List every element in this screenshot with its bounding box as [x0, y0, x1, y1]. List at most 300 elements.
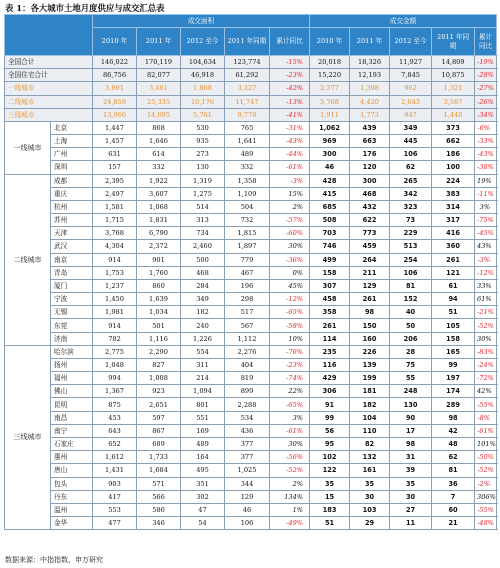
table-row [5, 385, 497, 398]
value-cell: 631 [93, 148, 137, 161]
value-cell: 46 [310, 161, 350, 174]
table-row [5, 279, 497, 292]
yoy-cell: 30% [475, 332, 497, 345]
value-cell: 1,760 [137, 266, 181, 279]
value-cell: 62 [432, 451, 475, 464]
value-cell: 181 [350, 385, 390, 398]
value-cell: 2,651 [137, 398, 181, 411]
value-cell: 5,761 [181, 108, 225, 121]
value-cell: 468 [181, 266, 225, 279]
table-row [5, 121, 497, 134]
table-row [5, 503, 497, 516]
value-cell: 1,008 [137, 372, 181, 385]
value-cell: 30 [390, 490, 432, 503]
yoy-cell: -21% [475, 306, 497, 319]
value-cell: 28 [390, 345, 432, 358]
header-col: 累计同比 [270, 28, 310, 56]
value-cell: 39 [390, 464, 432, 477]
yoy-cell: -52% [475, 464, 497, 477]
value-cell: 15,220 [310, 69, 350, 82]
value-cell: 130 [390, 398, 432, 411]
table-row [5, 345, 497, 358]
city-name: 金华 [51, 517, 93, 530]
yoy-cell: -52% [475, 319, 497, 332]
city-name: 昆明 [51, 398, 93, 411]
value-cell: 158 [310, 266, 350, 279]
value-cell: 969 [310, 135, 350, 148]
value-cell: 566 [137, 490, 181, 503]
header-col: 2011 年 [137, 28, 181, 56]
row-label: 全国合计 [5, 56, 93, 69]
value-cell: 48 [432, 437, 475, 450]
yoy-cell: 15% [270, 187, 310, 200]
table-row [5, 464, 497, 477]
value-cell: 689 [137, 437, 181, 450]
yoy-cell: 19% [475, 174, 497, 187]
city-name: 上海 [51, 135, 93, 148]
yoy-cell: -11% [475, 187, 497, 200]
value-cell: 306 [310, 385, 350, 398]
city-name: 济南 [51, 332, 93, 345]
value-cell: 404 [225, 358, 270, 371]
value-cell: 501 [137, 319, 181, 332]
value-cell: 35 [390, 477, 432, 490]
value-cell: 46 [225, 503, 270, 516]
city-name: 成都 [51, 174, 93, 187]
yoy-cell: -55% [475, 398, 497, 411]
value-cell: 50 [390, 319, 432, 332]
city-name: 苏州 [51, 214, 93, 227]
table-row [5, 358, 497, 371]
value-cell: 962 [390, 82, 432, 95]
yoy-cell: -61% [270, 161, 310, 174]
value-cell: 373 [432, 121, 475, 134]
yoy-cell: -2% [475, 477, 497, 490]
value-cell: 432 [350, 200, 390, 213]
value-cell: 164 [181, 451, 225, 464]
table-row [5, 424, 497, 437]
city-name: 南昌 [51, 411, 93, 424]
value-cell: 445 [390, 135, 432, 148]
value-cell: 1,612 [93, 451, 137, 464]
value-cell: 98 [432, 411, 475, 424]
value-cell: 240 [181, 319, 225, 332]
value-cell: 98 [350, 306, 390, 319]
value-cell: 24,858 [93, 95, 137, 108]
yoy-cell: -38% [475, 161, 497, 174]
value-cell: 7,845 [390, 69, 432, 82]
value-cell: 25,335 [137, 95, 181, 108]
value-cell: 439 [350, 121, 390, 134]
row-label: 一线城市 [5, 82, 93, 95]
table-row [5, 240, 497, 253]
value-cell: 453 [93, 411, 137, 424]
yoy-cell: 61% [475, 293, 497, 306]
city-name: 北京 [51, 121, 93, 134]
value-cell: 3,607 [137, 187, 181, 200]
value-cell: 1,981 [93, 306, 137, 319]
value-cell: 914 [93, 253, 137, 266]
yoy-cell: -74% [270, 372, 310, 385]
header-group-volume: 成交面积 [93, 15, 310, 28]
value-cell: 1,062 [310, 121, 350, 134]
value-cell: 182 [181, 306, 225, 319]
value-cell: 42 [432, 424, 475, 437]
city-name: 丹东 [51, 490, 93, 503]
value-cell: 4,420 [350, 95, 390, 108]
yoy-cell: -55% [475, 503, 497, 516]
value-cell: 1,715 [93, 214, 137, 227]
value-cell: 416 [432, 227, 475, 240]
value-cell: 73 [390, 214, 432, 227]
value-cell: 571 [137, 477, 181, 490]
value-cell: 170,119 [137, 56, 181, 69]
value-cell: 265 [390, 174, 432, 187]
value-cell: 106 [390, 266, 432, 279]
value-cell: 99 [432, 358, 475, 371]
city-name: 东莞 [51, 319, 93, 332]
value-cell: 95 [310, 437, 350, 450]
value-cell: 1,773 [350, 108, 390, 121]
value-cell: 1,447 [93, 121, 137, 134]
city-name: 天津 [51, 227, 93, 240]
value-cell: 7 [432, 490, 475, 503]
value-cell: 61 [432, 279, 475, 292]
page-title: 表 1：各大城市土地月度供应与成交汇总表 [5, 3, 165, 13]
value-cell: 106 [390, 148, 432, 161]
value-cell: 146,022 [93, 56, 137, 69]
table-row [5, 253, 497, 266]
value-cell: 4,304 [93, 240, 137, 253]
value-cell: 614 [137, 148, 181, 161]
value-cell: 284 [181, 279, 225, 292]
yoy-cell: -41% [270, 108, 310, 121]
table-row [5, 135, 497, 148]
city-name: 厦门 [51, 279, 93, 292]
value-cell: 302 [181, 490, 225, 503]
value-cell: 182 [350, 398, 390, 411]
yoy-cell: -61% [475, 424, 497, 437]
value-cell: 157 [93, 161, 137, 174]
yoy-cell: 22% [270, 385, 310, 398]
table-row [5, 69, 497, 82]
value-cell: 662 [432, 135, 475, 148]
value-cell: 1,226 [181, 332, 225, 345]
value-cell: 514 [181, 200, 225, 213]
value-cell: 55 [390, 372, 432, 385]
value-cell: 313 [181, 214, 225, 227]
yoy-cell: 10% [270, 332, 310, 345]
yoy-cell: 43% [475, 240, 497, 253]
group-label: 二线城市 [5, 174, 51, 345]
value-cell: 1,319 [181, 174, 225, 187]
yoy-cell: -23% [270, 69, 310, 82]
header-group-amount: 成交金额 [310, 15, 497, 28]
value-cell: 51 [432, 306, 475, 319]
value-cell: 746 [310, 240, 350, 253]
value-cell: 2,276 [225, 345, 270, 358]
value-cell: 174 [432, 385, 475, 398]
value-cell: 46,918 [181, 69, 225, 82]
table-row [5, 332, 497, 345]
value-cell: 176 [350, 148, 390, 161]
value-cell: 3,691 [93, 82, 137, 95]
city-name: 石家庄 [51, 437, 93, 450]
value-cell: 18,326 [350, 56, 390, 69]
yoy-cell: -60% [270, 227, 310, 240]
value-cell: 685 [310, 200, 350, 213]
value-cell: 734 [181, 227, 225, 240]
yoy-cell: 45% [270, 279, 310, 292]
value-cell: 161 [350, 464, 390, 477]
header-col: 2010 年 [93, 28, 137, 56]
value-cell: 553 [93, 503, 137, 516]
city-name: 唐山 [51, 464, 93, 477]
value-cell: 458 [310, 293, 350, 306]
value-cell: 323 [390, 200, 432, 213]
row-label: 全国住宅合计 [5, 69, 93, 82]
value-cell: 994 [93, 372, 137, 385]
value-cell: 1,450 [93, 293, 137, 306]
value-cell: 935 [181, 135, 225, 148]
value-cell: 1,639 [137, 293, 181, 306]
table-row [5, 95, 497, 108]
value-cell: 311 [181, 358, 225, 371]
header-col: 2011 年同期 [432, 28, 475, 56]
value-cell: 314 [432, 200, 475, 213]
value-cell: 289 [432, 398, 475, 411]
value-cell: 1,911 [310, 108, 350, 121]
value-cell: 3,587 [432, 95, 475, 108]
value-cell: 13,966 [93, 108, 137, 121]
value-cell: 116 [310, 358, 350, 371]
value-cell: 358 [310, 306, 350, 319]
value-cell: 82,077 [137, 69, 181, 82]
header-col: 累计同比 [475, 28, 497, 56]
value-cell: 554 [181, 345, 225, 358]
table-row [5, 293, 497, 306]
yoy-cell: -3% [475, 253, 497, 266]
value-cell: 139 [350, 358, 390, 371]
value-cell: 652 [93, 437, 137, 450]
value-cell: 226 [350, 345, 390, 358]
yoy-cell: -50% [475, 451, 497, 464]
header-col: 2011 年同期 [225, 28, 270, 56]
value-cell: 2,643 [390, 95, 432, 108]
yoy-cell: 33% [475, 279, 497, 292]
value-cell: 332 [225, 161, 270, 174]
value-cell: 224 [432, 174, 475, 187]
value-cell: 495 [181, 464, 225, 477]
value-cell: 773 [350, 227, 390, 240]
yoy-cell: -8% [475, 411, 497, 424]
yoy-cell: 3% [475, 200, 497, 213]
value-cell: 132 [350, 451, 390, 464]
table-row [5, 200, 497, 213]
yoy-cell: -43% [475, 148, 497, 161]
value-cell: 1,431 [93, 464, 137, 477]
yoy-cell: 134% [270, 490, 310, 503]
value-cell: 10,176 [181, 95, 225, 108]
city-name: 无锡 [51, 306, 93, 319]
yoy-cell: 3% [270, 411, 310, 424]
value-cell: 477 [93, 517, 137, 530]
yoy-cell: 30% [270, 240, 310, 253]
value-cell: 2,775 [93, 345, 137, 358]
value-cell: 20,018 [310, 56, 350, 69]
table-row [5, 161, 497, 174]
header-col: 2011 年 [350, 28, 390, 56]
value-cell: 513 [390, 240, 432, 253]
value-cell: 1,684 [137, 464, 181, 477]
value-cell: 3,768 [93, 227, 137, 240]
value-cell: 123,774 [225, 56, 270, 69]
yoy-cell: 0% [270, 266, 310, 279]
value-cell: 1,321 [432, 82, 475, 95]
value-cell: 2,372 [137, 240, 181, 253]
value-cell: 21 [432, 517, 475, 530]
value-cell: 508 [310, 214, 350, 227]
yoy-cell: -44% [270, 148, 310, 161]
value-cell: 61,292 [225, 69, 270, 82]
value-cell: 489 [225, 148, 270, 161]
yoy-cell: 2% [270, 200, 310, 213]
city-name: 杭州 [51, 200, 93, 213]
city-name: 佛山 [51, 385, 93, 398]
yoy-cell: -15% [270, 56, 310, 69]
value-cell: 104,634 [181, 56, 225, 69]
value-cell: 273 [181, 148, 225, 161]
yoy-cell: 42% [475, 385, 497, 398]
yoy-cell: -52% [270, 464, 310, 477]
city-name: 扬州 [51, 358, 93, 371]
value-cell: 732 [225, 214, 270, 227]
value-cell: 1,922 [137, 174, 181, 187]
value-cell: 1,358 [225, 174, 270, 187]
value-cell: 622 [350, 214, 390, 227]
yoy-cell: -13% [270, 95, 310, 108]
value-cell: 130 [181, 161, 225, 174]
source-note: 数据来源：中指指数、申万研究 [5, 556, 103, 564]
value-cell: 1,048 [93, 358, 137, 371]
value-cell: 1,457 [93, 135, 137, 148]
value-cell: 186 [432, 148, 475, 161]
yoy-cell: 101% [475, 437, 497, 450]
table-row [5, 187, 497, 200]
value-cell: 517 [225, 306, 270, 319]
table-row [5, 517, 497, 530]
value-cell: 1,440 [432, 108, 475, 121]
value-cell: 1,034 [137, 306, 181, 319]
value-cell: 489 [181, 437, 225, 450]
value-cell: 47 [181, 503, 225, 516]
value-cell: 779 [225, 253, 270, 266]
table-row [5, 227, 497, 240]
value-cell: 1,753 [93, 266, 137, 279]
value-cell: 14,695 [137, 108, 181, 121]
table-row [5, 437, 497, 450]
table-row [5, 148, 497, 161]
yoy-cell: -56% [270, 451, 310, 464]
value-cell: 383 [432, 187, 475, 200]
value-cell: 81 [432, 464, 475, 477]
value-cell: 206 [390, 332, 432, 345]
value-cell: 2,460 [181, 240, 225, 253]
value-cell: 3,461 [137, 82, 181, 95]
yoy-cell: -28% [475, 69, 497, 82]
value-cell: 35 [350, 477, 390, 490]
value-cell: 499 [310, 253, 350, 266]
yoy-cell: -6% [475, 121, 497, 134]
value-cell: 102 [310, 451, 350, 464]
value-cell: 229 [390, 227, 432, 240]
value-cell: 534 [225, 411, 270, 424]
table-row [5, 319, 497, 332]
city-name: 南宁 [51, 424, 93, 437]
value-cell: 1,398 [350, 82, 390, 95]
value-cell: 344 [225, 477, 270, 490]
value-cell: 417 [93, 490, 137, 503]
table-row [5, 214, 497, 227]
value-cell: 15 [310, 490, 350, 503]
table-row [5, 451, 497, 464]
yoy-cell: -72% [475, 372, 497, 385]
value-cell: 1,868 [181, 82, 225, 95]
value-cell: 1,733 [137, 451, 181, 464]
value-cell: 947 [390, 108, 432, 121]
value-cell: 211 [350, 266, 390, 279]
value-cell: 9,778 [225, 108, 270, 121]
city-name: 武汉 [51, 240, 93, 253]
group-label: 三线城市 [5, 345, 51, 529]
value-cell: 1,367 [93, 385, 137, 398]
value-cell: 468 [350, 187, 390, 200]
table-row [5, 411, 497, 424]
table-row [5, 490, 497, 503]
header-col: 2010 年 [310, 28, 350, 56]
land-supply-table [4, 14, 497, 530]
value-cell: 765 [225, 121, 270, 134]
value-cell: 81 [390, 279, 432, 292]
value-cell: 12,193 [350, 69, 390, 82]
value-cell: 40 [390, 306, 432, 319]
header-corner [5, 15, 93, 56]
value-cell: 551 [181, 411, 225, 424]
value-cell: 504 [225, 200, 270, 213]
row-label: 三线城市 [5, 108, 93, 121]
table-row [5, 56, 497, 69]
value-cell: 103 [350, 503, 390, 516]
value-cell: 1,109 [225, 187, 270, 200]
value-cell: 467 [225, 266, 270, 279]
value-cell: 235 [310, 345, 350, 358]
value-cell: 121 [432, 266, 475, 279]
city-name: 重庆 [51, 187, 93, 200]
value-cell: 342 [390, 187, 432, 200]
value-cell: 2,377 [310, 82, 350, 95]
value-cell: 2,395 [93, 174, 137, 187]
value-cell: 160 [350, 332, 390, 345]
value-cell: 428 [310, 174, 350, 187]
value-cell: 903 [93, 477, 137, 490]
value-cell: 11 [390, 517, 432, 530]
city-name: 广州 [51, 148, 93, 161]
value-cell: 782 [93, 332, 137, 345]
value-cell: 122 [310, 464, 350, 477]
value-cell: 2,288 [225, 398, 270, 411]
table-row [5, 266, 497, 279]
header-col: 2012 至今 [181, 28, 225, 56]
